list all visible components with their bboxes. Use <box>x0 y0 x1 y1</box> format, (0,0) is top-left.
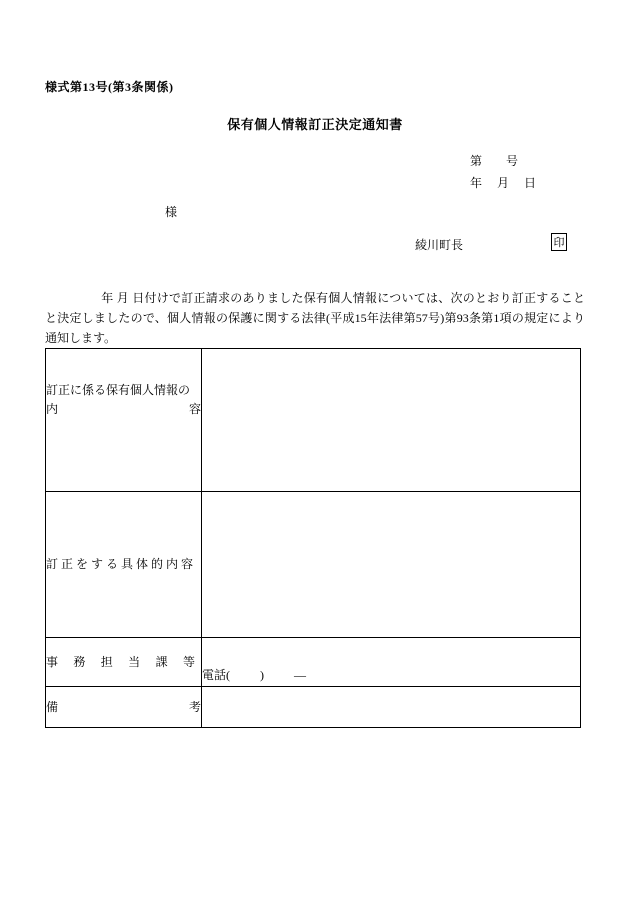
table-row <box>46 638 581 687</box>
document-title: 保有個人情報訂正決定通知書 <box>227 117 403 132</box>
telephone-line: 電話( ) ― <box>202 667 306 682</box>
body-paragraph-text: 年 月 日付けで訂正請求のありました保有個人情報については、次のとおり訂正することと決定しましたので、個人情報の保護に関する法律(平成15年法律第57号)第93条第1項の規定により通知します。 <box>45 291 585 345</box>
label-char: 事 <box>46 654 59 669</box>
row-label-line2-right: 容 <box>188 402 201 416</box>
row-value-remarks[interactable] <box>202 687 581 728</box>
row-label-line1: 訂正に係る保有個人情報の <box>46 383 191 397</box>
document-date-line: 年 月 日 <box>470 176 537 190</box>
label-char: 務 <box>73 654 86 669</box>
row-label-correction-detail: 訂 正 を す る 具 体 的 内 容 <box>46 492 202 638</box>
row-label-remarks-right: 考 <box>188 699 201 714</box>
form-number: 様式第13号(第3条関係) <box>45 80 174 94</box>
number-date-block <box>470 150 536 194</box>
table-row <box>46 492 581 638</box>
label-char: 担 <box>100 654 113 669</box>
row-label-corrected-info <box>46 349 202 492</box>
label-char: 課 <box>155 654 168 669</box>
label-char: 当 <box>128 654 141 669</box>
addressee-label: 様 <box>165 205 178 219</box>
label-char: 等 <box>182 654 195 669</box>
notice-table <box>45 348 581 728</box>
row-label-line2-left: 内 <box>46 402 59 416</box>
table-row <box>46 349 581 492</box>
row-label-remarks-inner <box>46 698 201 717</box>
table-row <box>46 687 581 728</box>
row-label-remarks <box>46 687 202 728</box>
document-number-line: 第 号 <box>470 154 519 168</box>
row-label-department-chars <box>46 653 201 672</box>
row-value-department[interactable] <box>202 638 581 687</box>
row-value-correction-detail[interactable] <box>202 492 581 638</box>
row-label-department <box>46 638 202 687</box>
row-value-corrected-info[interactable] <box>202 349 581 492</box>
row-label-remarks-left: 備 <box>46 699 59 714</box>
body-paragraph <box>45 288 585 348</box>
seal-icon: 印 <box>551 233 567 251</box>
row-label-line2 <box>46 400 201 419</box>
issuer-name: 綾川町長 <box>415 238 464 252</box>
